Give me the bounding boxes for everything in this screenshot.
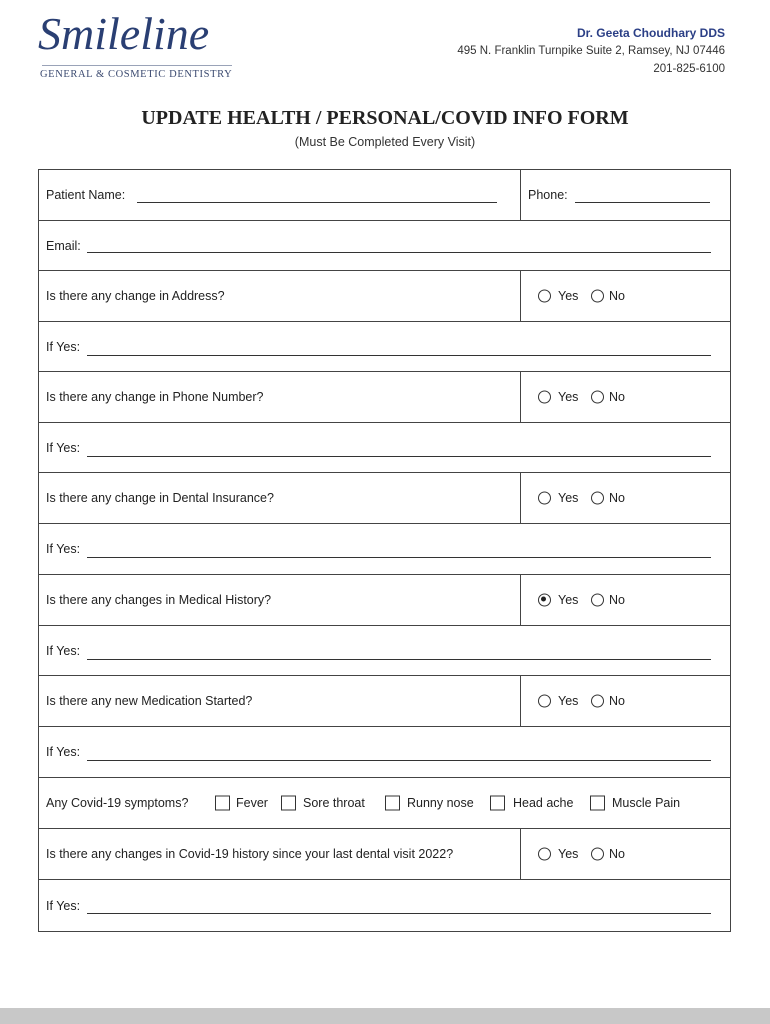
sore-throat-checkbox[interactable] — [281, 796, 296, 811]
muscle-pain-label: Muscle Pain — [612, 796, 681, 810]
if-yes-label: If Yes: — [46, 440, 81, 455]
patient-name-label: Patient Name: — [46, 188, 126, 202]
yes-radio[interactable] — [538, 391, 551, 404]
logo-subtitle: GENERAL & COSMETIC DENTISTRY — [40, 69, 233, 80]
if-yes-label: If Yes: — [46, 339, 81, 354]
no-radio[interactable] — [591, 391, 604, 404]
question-row — [39, 271, 730, 322]
yes-label: Yes — [558, 593, 579, 607]
head-ache-label: Head ache — [513, 796, 574, 810]
doctor-name: Dr. Geeta Choudhary DDS — [576, 26, 725, 40]
question-row — [39, 575, 730, 626]
covid-symptoms-row — [39, 778, 730, 829]
page-footer-bar — [0, 1008, 770, 1024]
email-field[interactable] — [87, 252, 711, 253]
if-yes-field[interactable] — [87, 760, 711, 761]
yes-label: Yes — [558, 390, 579, 404]
logo-script: Smileline — [38, 8, 210, 59]
info-form — [38, 169, 731, 932]
if-yes-row — [39, 322, 730, 372]
email-label: Email: — [46, 238, 81, 253]
question-row — [39, 473, 730, 524]
question-text: Is there any new Medication Started? — [46, 694, 253, 708]
clinic-phone: 201-825-6100 — [653, 63, 725, 75]
clinic-contact-block — [457, 24, 725, 78]
yes-label: Yes — [558, 694, 579, 708]
clinic-address: 495 N. Franklin Turnpike Suite 2, Ramsey, NJ 07446 — [457, 45, 725, 57]
muscle-pain-checkbox[interactable] — [590, 796, 605, 811]
if-yes-label: If Yes: — [46, 542, 81, 556]
no-label: No — [609, 694, 625, 708]
logo-divider — [42, 65, 232, 66]
if-yes-row — [39, 524, 730, 575]
yes-label: Yes — [558, 289, 579, 303]
if-yes-field[interactable] — [87, 659, 711, 660]
no-radio[interactable] — [591, 848, 604, 861]
clinic-logo — [38, 8, 234, 82]
phone-field[interactable] — [575, 202, 710, 203]
if-yes-field[interactable] — [87, 557, 711, 558]
if-yes-row — [39, 727, 730, 778]
question-text: Is there any changes in Covid-19 history since your last dental visit 2022? — [46, 847, 454, 861]
form-subtitle: (Must Be Completed Every Visit) — [294, 135, 476, 149]
if-yes-label: If Yes: — [46, 898, 81, 913]
yes-radio[interactable] — [538, 290, 551, 303]
no-radio[interactable] — [591, 290, 604, 303]
if-yes-label: If Yes: — [46, 643, 81, 658]
question-text: Is there any changes in Medical History? — [46, 593, 272, 607]
question-text: Is there any change in Address? — [46, 289, 225, 303]
covid-symptoms-label: Any Covid-19 symptoms? — [46, 796, 189, 810]
no-label: No — [609, 289, 625, 303]
head-ache-checkbox[interactable] — [490, 796, 505, 811]
question-row — [39, 829, 730, 880]
no-radio[interactable] — [591, 594, 604, 607]
if-yes-field[interactable] — [87, 456, 711, 457]
if-yes-row — [39, 423, 730, 473]
no-label: No — [609, 390, 625, 404]
if-yes-field[interactable] — [87, 355, 711, 356]
form-row-email — [39, 221, 730, 271]
question-text: Is there any change in Dental Insurance? — [46, 491, 274, 505]
no-label: No — [609, 847, 625, 861]
form-row-name-phone — [39, 170, 730, 221]
form-title: UPDATE HEALTH / PERSONAL/COVID INFO FORM — [141, 107, 629, 129]
no-label: No — [609, 593, 625, 607]
sore-throat-label: Sore throat — [303, 796, 365, 810]
no-radio[interactable] — [591, 695, 604, 708]
patient-name-field[interactable] — [137, 202, 497, 203]
yes-label: Yes — [558, 491, 579, 505]
no-label: No — [609, 491, 625, 505]
fever-checkbox[interactable] — [215, 796, 230, 811]
fever-label: Fever — [236, 796, 268, 810]
yes-radio[interactable] — [538, 848, 551, 861]
runny-nose-checkbox[interactable] — [385, 796, 400, 811]
question-text: Is there any change in Phone Number? — [46, 390, 264, 404]
yes-label: Yes — [558, 847, 579, 861]
if-yes-label: If Yes: — [46, 745, 81, 759]
question-row — [39, 372, 730, 423]
yes-radio[interactable] — [538, 594, 551, 607]
yes-radio[interactable] — [538, 492, 551, 505]
if-yes-row — [39, 880, 730, 931]
yes-radio[interactable] — [538, 695, 551, 708]
runny-nose-label: Runny nose — [407, 796, 474, 810]
no-radio[interactable] — [591, 492, 604, 505]
if-yes-field[interactable] — [87, 913, 711, 914]
phone-label: Phone: — [528, 188, 568, 202]
question-row — [39, 676, 730, 727]
if-yes-row — [39, 626, 730, 676]
